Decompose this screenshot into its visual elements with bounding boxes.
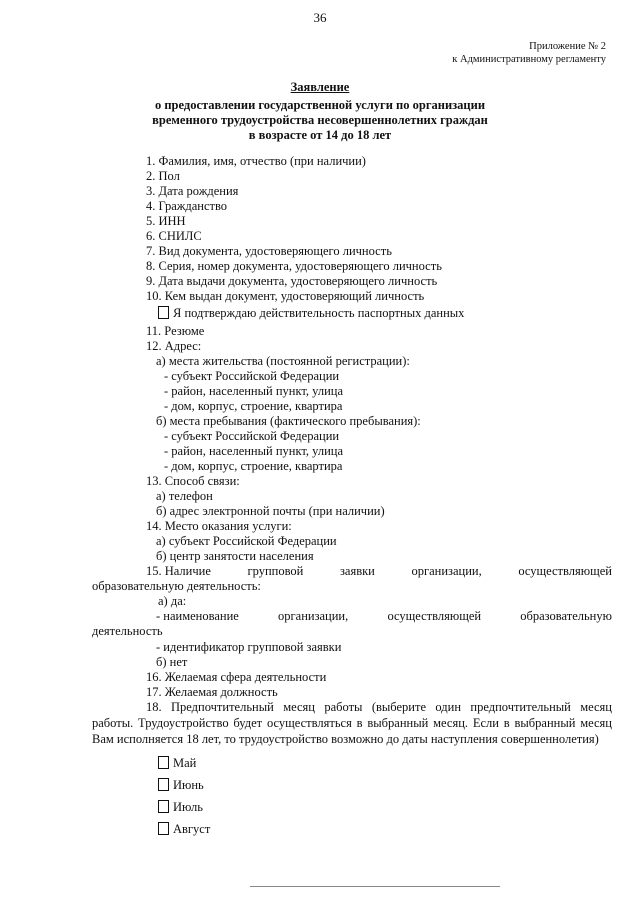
item-12: 12. Адрес: [146,339,202,353]
month-checkbox-august[interactable] [158,822,169,835]
item-12b-1: - субъект Российской Федерации [164,429,340,443]
appendix-note [452,40,606,66]
item-15a-1-word: осуществляющей [387,609,482,623]
item-12b: б) места пребывания (фактического пребывания): [156,414,421,428]
item-6: 6. СНИЛС [146,229,202,243]
item-12a-1: - субъект Российской Федерации [164,369,340,383]
item-15a-2: - идентификатор групповой заявки [156,640,342,654]
item-15b: б) нет [156,655,188,669]
item-2: 2. Пол [146,169,180,183]
item-15-word: организации, [411,564,482,578]
confirm-passport-checkbox[interactable] [158,306,169,319]
page-number: 36 [313,10,327,25]
month-option-june[interactable] [158,777,204,793]
title-line-2: о предоставлении государственной услуги по организации [154,98,486,112]
item-13b: б) адрес электронной почты (при наличии) [156,504,385,518]
appendix-line-1: Приложение № 2 [529,41,606,52]
footer-scan-line [250,886,500,887]
item-12a: а) места жительства (постоянной регистрации): [156,354,410,368]
item-15a-1-word: образовательную [520,609,612,623]
month-label-june: Июнь [173,778,204,792]
month-label-august: Август [173,822,211,836]
confirm-passport-row[interactable] [158,305,464,321]
item-14a: а) субъект Российской Федерации [156,534,337,548]
item-9: 9. Дата выдачи документа, удостоверяющего личность [146,274,438,288]
month-checkbox-june[interactable] [158,778,169,791]
item-14: 14. Место оказания услуги: [146,519,292,533]
item-13a: а) телефон [156,489,213,503]
item-18 [92,699,612,747]
month-label-may: Май [173,756,197,770]
item-11: 11. Резюме [146,324,205,338]
month-checkbox-july[interactable] [158,800,169,813]
item-14b: б) центр занятости населения [156,549,314,563]
item-10: 10. Кем выдан документ, удостоверяющий личность [146,289,425,303]
month-option-may[interactable] [158,755,196,771]
item-15a-1-word: организации, [278,609,349,623]
item-12a-2: - район, населенный пункт, улица [164,384,344,398]
item-16: 16. Желаемая сфера деятельности [146,670,327,684]
title-line-4: в возрасте от 14 до 18 лет [248,128,392,142]
title-line-1: Заявление [290,80,350,94]
item-15-word: заявки [339,564,375,578]
item-5: 5. ИНН [146,214,186,228]
item-15-word: 15. Наличие [146,564,211,578]
month-option-august[interactable] [158,821,210,837]
item-1: 1. Фамилия, имя, отчество (при наличии) [146,154,366,168]
month-option-july[interactable] [158,799,203,815]
item-15-word: групповой [247,564,304,578]
month-label-july: Июль [173,800,203,814]
item-17: 17. Желаемая должность [146,685,278,699]
item-12b-3: - дом, корпус, строение, квартира [164,459,343,473]
item-13: 13. Способ связи: [146,474,240,488]
item-18-text: 18. Предпочтительный месяц работы (выберите один предпочтительный месяц работы. Трудоустройство будет осуществляться в выбранный месяц. Если в выбранный месяц Вам исполняется 18 лет, то трудоустройство возможно до даты наступления совершеннолетия) [92,700,612,746]
item-3: 3. Дата рождения [146,184,239,198]
item-12a-3: - дом, корпус, строение, квартира [164,399,343,413]
appendix-line-2: к Административному регламенту [452,54,606,65]
confirm-passport-label: Я подтверждаю действительность паспортных данных [173,306,465,320]
item-15a-1-line-1 [156,608,612,624]
item-15-line-1 [146,563,612,579]
item-15-line-2: образовательную деятельность: [92,579,261,593]
item-15a: а) да: [158,594,187,608]
item-15a-1-word: - наименование [156,609,239,623]
title-line-3: временного трудоустройства несовершеннолетних граждан [152,113,488,127]
item-4: 4. Гражданство [146,199,228,213]
item-12b-2: - район, населенный пункт, улица [164,444,344,458]
item-8: 8. Серия, номер документа, удостоверяющего личность [146,259,442,273]
item-15a-1-line-2: деятельность [92,624,163,638]
document-title [0,80,640,143]
item-7: 7. Вид документа, удостоверяющего личность [146,244,392,258]
month-checkbox-may[interactable] [158,756,169,769]
item-15-word: осуществляющей [518,564,612,578]
